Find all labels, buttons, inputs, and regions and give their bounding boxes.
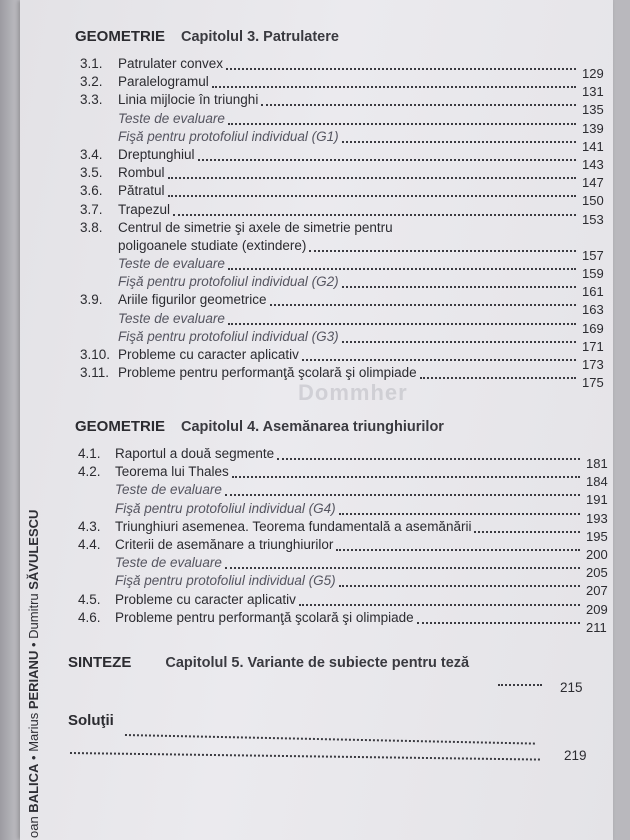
entry-title: Probleme pentru performanţă şcolară şi olimpiade (115, 609, 414, 625)
entry-page-number: 205 (586, 565, 608, 581)
leader-dots (228, 323, 576, 325)
leader-dots (339, 513, 580, 515)
entry-number: 4.5. (78, 591, 101, 607)
entry-title: Raportul a două segmente (115, 446, 275, 461)
entry-page-number: 184 (586, 474, 608, 490)
entry-number: 4.2. (78, 464, 101, 480)
entry-title: Probleme cu caracter aplicativ (115, 591, 296, 607)
entry-page-number: 139 (582, 120, 604, 136)
ch3-entry (80, 147, 612, 172)
leader-dots (299, 604, 580, 606)
entry-page-number: 191 (586, 492, 608, 508)
ch4-entry (78, 537, 616, 562)
entry-number: 4.6. (78, 609, 101, 625)
entry-number: 4.1. (78, 446, 101, 461)
author-2-surname: PERIANU (26, 650, 41, 710)
ch3-entry (80, 56, 612, 81)
leader-dots (342, 141, 576, 143)
entry-subtitle: Fişă pentru protofoliul individual (G3) (118, 328, 339, 344)
chapter-3-heading (75, 28, 339, 45)
chapter-5-heading (68, 654, 469, 671)
entry-title: Dreptunghiul (118, 147, 195, 162)
solutions-heading: Soluţii (68, 712, 114, 729)
leader-dots (232, 476, 580, 478)
entry-page-number: 173 (582, 357, 604, 372)
entry-title: Centrul de simetrie şi axele de simetrie pentru (118, 219, 393, 235)
leader-dots (225, 567, 580, 569)
leader-dots (474, 531, 580, 533)
entry-title: Probleme pentru performanţă şcolară şi olimpiade (118, 365, 417, 381)
entry-title: Patrulater convex (118, 56, 224, 71)
leader-dots (302, 359, 576, 361)
leader-dots (420, 377, 576, 379)
toc-page (20, 0, 613, 840)
entry-number: 3.5. (80, 165, 103, 181)
entry-page-number: 153 (582, 211, 604, 227)
entry-subtitle: Teste de evaluare (118, 110, 225, 126)
entry-subtitle: Teste de evaluare (118, 310, 225, 326)
entry-page-number: 147 (582, 175, 604, 191)
entry-number: 3.3. (80, 92, 103, 108)
chapter-5-page (560, 680, 583, 698)
author-3-surname: SĂVULESCU (26, 509, 41, 590)
entry-number: 3.10. (80, 347, 111, 362)
chapter-4-subject: GEOMETRIE (75, 418, 166, 435)
watermark: Dommher (298, 380, 408, 405)
entry-page-number: 175 (582, 375, 604, 391)
leader-dots (225, 494, 580, 496)
leader-dots (270, 304, 576, 306)
entry-subtitle: Fişă pentru protofoliul individual (G5) (115, 573, 336, 589)
entry-subtitle: Fişă pentru protofoliul individual (G4) (115, 500, 336, 516)
chapter-3-title: Capitolul 3. Patrulatere (181, 29, 339, 45)
entry-page-number: 195 (586, 528, 608, 544)
chapter-4-heading (75, 418, 444, 435)
entry-page-number: 163 (582, 302, 604, 318)
solutions-page (564, 748, 587, 766)
entry-subtitle: Teste de evaluare (115, 482, 222, 498)
entry-number: 3.11. (80, 365, 110, 381)
entry-title: Teorema lui Thales (115, 464, 229, 480)
entry-title: Probleme cu caracter aplicativ (118, 347, 299, 362)
entry-subtitle: Teste de evaluare (115, 555, 222, 571)
leader-dots (198, 159, 576, 161)
author-2-given: • Marius (26, 709, 41, 764)
solutions-leader (125, 734, 535, 745)
page-left-edge (0, 0, 20, 840)
entry-page-number: 161 (582, 284, 604, 300)
chapter-5-leader (498, 684, 542, 686)
entry-page-number: 159 (582, 266, 604, 281)
entry-title: Paralelogramul (118, 74, 209, 90)
ch3-entry (80, 347, 612, 372)
entry-page-number: 193 (586, 510, 608, 526)
entry-page-number: 143 (582, 157, 604, 172)
entry-number: 3.6. (80, 183, 103, 199)
entry-page-number: 169 (582, 320, 604, 336)
entry-subtitle: Fişă pentru protofoliul individual (G2) (118, 274, 339, 290)
chapter-3-subject: GEOMETRIE (75, 28, 166, 45)
entry-number: 4.3. (78, 518, 101, 534)
entry-title: Linia mijlocie în triunghi (118, 92, 259, 108)
entry-page-number: 129 (582, 66, 604, 81)
chapter-5-title: Capitolul 5. Variante de subiecte pentru teză (165, 655, 470, 671)
entry-number: 3.7. (80, 201, 103, 217)
leader-dots (173, 214, 576, 216)
solutions-leader-2 (70, 752, 540, 761)
leader-dots (212, 86, 576, 88)
entry-title: Triunghiuri asemenea. Teorema fundamentală a asemănării (115, 518, 472, 534)
solutions-page-number: 219 (564, 748, 587, 763)
entry-page-number: 207 (586, 583, 608, 599)
leader-dots (168, 177, 576, 179)
entry-page-number: 131 (582, 84, 604, 100)
entry-title: Trapezul (118, 201, 171, 217)
leader-dots (336, 549, 580, 551)
entry-number: 4.4. (78, 537, 101, 552)
chapter-4-title: Capitolul 4. Asemănarea triunghiurilor (181, 419, 444, 435)
author-1-given: oan (26, 812, 41, 838)
chapter-5-subject: SINTEZE (68, 654, 132, 671)
entry-page-number: 150 (582, 193, 604, 209)
entry-title: Ariile figurilor geometrice (118, 292, 267, 308)
author-3-given: • Dumitru (26, 589, 41, 651)
entry-number: 3.2. (80, 74, 103, 90)
entry-page-number: 181 (586, 456, 608, 471)
leader-dots (417, 622, 580, 624)
entry-title: Criterii de asemănare a triunghiurilor (115, 537, 334, 552)
leader-dots (277, 458, 580, 460)
entry-page-number: 157 (582, 247, 604, 263)
leader-dots (226, 68, 576, 70)
author-spine (26, 510, 41, 838)
leader-dots (228, 123, 576, 125)
leader-dots (342, 341, 576, 343)
entry-page-number: 171 (582, 338, 604, 354)
entry-number: 3.1. (80, 56, 103, 71)
entry-subtitle: Fişă pentru protofoliul individual (G1) (118, 128, 339, 144)
leader-dots (168, 195, 576, 197)
entry-page-number: 200 (586, 547, 608, 562)
ch4-entry (78, 446, 616, 471)
entry-title-line2: poligoanele studiate (extindere) (118, 237, 307, 253)
entry-page-number: 141 (582, 138, 604, 154)
entry-number: 3.4. (80, 147, 103, 162)
leader-dots (342, 286, 576, 288)
ch3-entry (80, 256, 612, 281)
leader-dots (309, 250, 576, 252)
chapter-5-page-number: 215 (560, 680, 583, 695)
entry-page-number: 135 (582, 102, 604, 118)
entry-title: Rombul (118, 165, 165, 181)
leader-dots (339, 585, 580, 587)
entry-page-number: 211 (586, 619, 607, 635)
leader-dots (228, 268, 576, 270)
entry-number: 3.9. (80, 292, 103, 308)
author-1-surname: BALICA (26, 763, 41, 813)
entry-title: Pătratul (118, 183, 165, 199)
entry-subtitle: Teste de evaluare (118, 256, 225, 271)
leader-dots (261, 104, 576, 106)
entry-number: 3.8. (80, 219, 103, 235)
entry-page-number: 209 (586, 601, 608, 617)
